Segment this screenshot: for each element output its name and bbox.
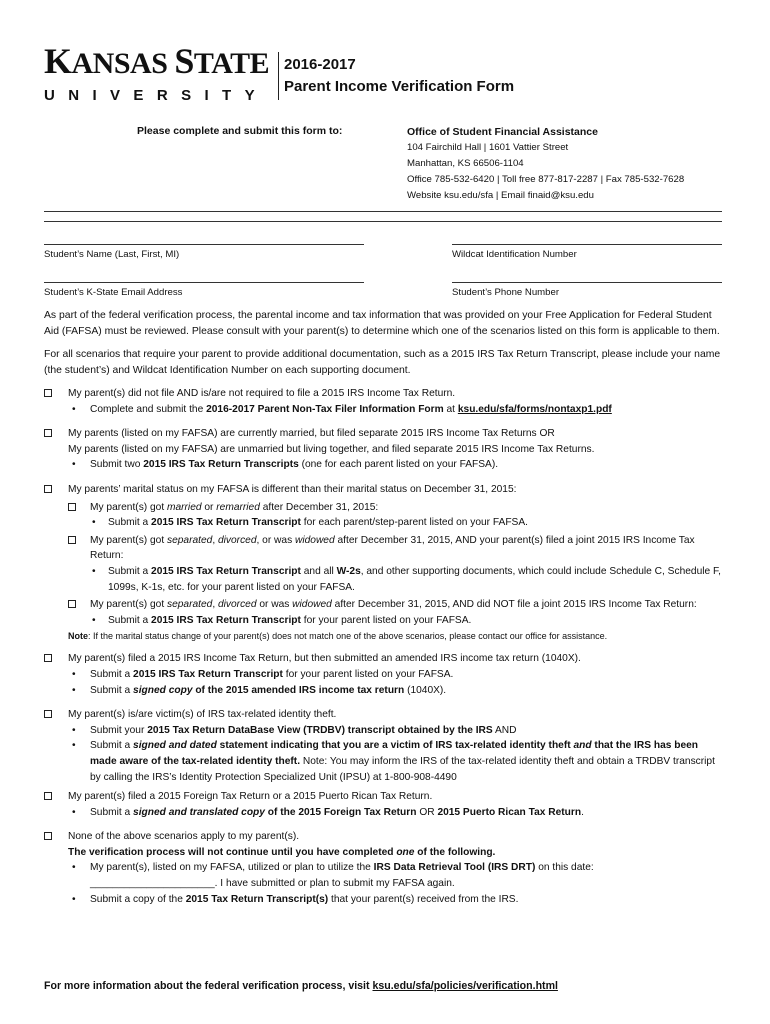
scenario-amended-return: My parent(s) filed a 2015 IRS Income Tax Return, but then submitted an amended IRS income tax return (1040X). • Submit a 2015 IRS Tax Return Transcript for your parent listed on your FAFSA. • Submit a signed copy of the 2015 amended IRS income tax return (1040X). <box>44 651 724 698</box>
subscenario-checkbox-c[interactable] <box>68 600 76 608</box>
nontax-form-link[interactable]: ksu.edu/sfa/forms/nontaxp1.pdf <box>457 403 612 415</box>
bullet: • Submit a signed and translated copy of the 2015 Foreign Tax Return OR 2015 Puerto Rican Tax Return. <box>68 805 724 821</box>
scenario-none-apply: None of the above scenarios apply to my parent(s). The verification process will not continue until you have completed one of the following. • My parent(s), listed on my FAFSA, utilized or plan to utilize the IRS Data Retrieval Tool (IRS DRT) on this date: ______________________. I have submitted or plan to submit my FAFSA again. • Submit a copy of the 2015 Tax Return Transcript(s) that your parent(s) received from the IRS. <box>44 829 724 907</box>
wildcat-id-label: Wildcat Identification Number <box>452 249 577 260</box>
wildcat-id-field[interactable] <box>452 244 722 262</box>
bullet: • Submit a copy of the 2015 Tax Return Transcript(s) that your parent(s) received from the IRS. <box>68 892 724 908</box>
office-web: Website ksu.edu/sfa | Email finaid@ksu.edu <box>407 190 594 201</box>
bullet: • Submit a 2015 IRS Tax Return Transcript for your parent listed on your FAFSA. <box>90 613 724 629</box>
office-address2: Manhattan, KS 66506-1104 <box>407 158 524 169</box>
student-phone-field[interactable] <box>452 282 722 300</box>
office-address1: 104 Fairchild Hall | 1601 Vattier Street <box>407 142 569 153</box>
scenario-marital-change: My parents’ marital status on my FAFSA is different than their marital status on December 31, 2015: My parent(s) got married or remarried after December 31, 2015: • Submit a 2015 IRS Tax Return Transcript for each parent/step-parent listed on your FAFSA. My parent(s) got separated, divorced, or was widowed after December 31, 2015, AND your parent(s) filed a joint 2015 IRS Income Tax Return: • Submit a 2015 IRS Tax Return Transcript and all W-2s, and other supporting documents, which could include Schedule C, Schedule F, 1099s, K-1s, etc. for your parent listed on your FAFSA. My parent(s) got separated, divorced or was widowed after December 31, 2015, AND did NOT file a joint 2015 IRS Income Tax Return: • Submit a 2015 IRS Tax Return Transcript for your parent listed on your FAFSA. <box>44 482 724 628</box>
section-divider-2 <box>44 221 722 222</box>
scenario-checkbox-2[interactable] <box>44 429 52 437</box>
form-name: Parent Income Verification Form <box>284 78 515 95</box>
header-divider <box>278 52 279 100</box>
intro-paragraph-1: As part of the federal verification process, the parental income and tax information that was provided on your Free Application for Federal Student Aid (FAFSA) must be reviewed. Please consult with your parent(s) to determine which one of the scenarios listed on this form is applicable to them. <box>44 310 720 337</box>
bullet: • Submit a signed copy of the 2015 amended IRS income tax return (1040X). <box>68 683 724 699</box>
form-content <box>44 308 724 916</box>
verification-policy-link[interactable]: ksu.edu/sfa/policies/verification.html <box>372 980 558 992</box>
scenario-separate-returns: My parents (listed on my FAFSA) are currently married, but filed separate 2015 IRS Income Tax Returns OR My parents (listed on my FAFSA) are unmarried but living together, and filed separate 2015 IRS Income Tax Returns. • Submit two 2015 IRS Tax Return Transcripts (one for each parent listed on your FAFSA). <box>44 426 724 473</box>
student-email-field[interactable] <box>44 282 364 300</box>
student-name-field[interactable] <box>44 244 364 262</box>
subscenario-checkbox-a[interactable] <box>68 503 76 511</box>
student-email-label: Student’s K-State Email Address <box>44 287 183 298</box>
scenario-checkbox-6[interactable] <box>44 792 52 800</box>
intro-paragraph-2: For all scenarios that require your parent to provide additional documentation, such as a 2015 IRS Tax Return Transcript, please include your name (the student’s) and Wildcat Identification Number on each supporting document. <box>44 349 721 376</box>
bullet: • Submit two 2015 IRS Tax Return Transcripts (one for each parent listed on your FAFSA). <box>68 457 724 473</box>
scenario-checkbox-1[interactable] <box>44 389 52 397</box>
bullet: • My parent(s), listed on my FAFSA, utilized or plan to utilize the IRS Data Retrieval Tool (IRS DRT) on this date: ______________________. I have submitted or plan to submit my FAFSA again. <box>68 860 724 891</box>
office-address-block <box>407 124 684 204</box>
subscenario-married: My parent(s) got married or remarried after December 31, 2015: • Submit a 2015 IRS Tax Return Transcript for each parent/step-parent listed on your FAFSA. <box>68 500 724 531</box>
bullet: • Complete and submit the 2016-2017 Parent Non-Tax Filer Information Form at ksu.edu/sfa/forms/nontaxp1.pdf <box>68 402 724 418</box>
subscenario-no-joint-return: My parent(s) got separated, divorced or was widowed after December 31, 2015, AND did NOT file a joint 2015 IRS Income Tax Return: • Submit a 2015 IRS Tax Return Transcript for your parent listed on your FAFSA. <box>68 597 724 628</box>
scenario-non-filer: My parent(s) did not file AND is/are not required to file a 2015 IRS Income Tax Return. • Complete and submit the 2016-2017 Parent Non-Tax Filer Information Form at ksu.edu/sfa/forms/nontaxp1.pdf <box>44 386 724 417</box>
section-divider-1 <box>44 211 722 212</box>
bullet: • Submit a signed and dated statement indicating that you are a victim of IRS tax-related identity theft and that the IRS has been made aware of the tax-related identity theft. Note: You may inform the IRS of the tax-related identity theft and obtain a TRDBV transcript by calling the IRS’s Identity Protection Specialized Unit (IPSU) at 1-800-908-4490 <box>68 738 724 785</box>
scenario-checkbox-7[interactable] <box>44 832 52 840</box>
logo-wordmark: KANSAS STATE <box>44 41 270 81</box>
office-name: Office of Student Financial Assistance <box>407 126 598 138</box>
subscenario-joint-return: My parent(s) got separated, divorced, or was widowed after December 31, 2015, AND your parent(s) filed a joint 2015 IRS Income Tax Return: • Submit a 2015 IRS Tax Return Transcript and all W-2s, and other supporting documents, which could include Schedule C, Schedule F, 1099s, K-1s, etc. for your parent listed on your FAFSA. <box>68 533 724 595</box>
form-title <box>284 54 514 98</box>
office-phone: Office 785-532-6420 | Toll free 877-817-2287 | Fax 785-532-7628 <box>407 174 685 185</box>
footer-info: For more information about the federal verification process, visit ksu.edu/sfa/policies/verification.html <box>44 980 558 992</box>
scenario-checkbox-3[interactable] <box>44 485 52 493</box>
submit-label: Please complete and submit this form to: <box>137 125 343 137</box>
bullet: • Submit a 2015 IRS Tax Return Transcript for your parent listed on your FAFSA. <box>68 667 724 683</box>
scenario-checkbox-5[interactable] <box>44 710 52 718</box>
marital-status-note: Note: If the marital status change of your parent(s) does not match one of the above scenarios, please contact our office for assistance. <box>68 631 608 642</box>
kansas-state-logo <box>44 41 274 105</box>
bullet: • Submit a 2015 IRS Tax Return Transcript for each parent/step-parent listed on your FAFSA. <box>90 515 724 531</box>
scenario-identity-theft: My parent(s) is/are victim(s) of IRS tax-related identity theft. • Submit your 2015 Tax Return DataBase View (TRDBV) transcript obtained by the IRS AND • Submit a signed and dated statement indicating that you are a victim of IRS tax-related identity theft and that the IRS has been made aware of the tax-related identity theft. Note: You may inform the IRS of the tax-related identity theft and obtain a TRDBV transcript by calling the IRS’s Identity Protection Specialized Unit (IPSU) at 1-800-908-4490 <box>44 707 724 785</box>
logo-university: UNIVERSITY <box>44 87 269 104</box>
bullet: • Submit your 2015 Tax Return DataBase View (TRDBV) transcript obtained by the IRS AND <box>68 723 724 739</box>
form-year: 2016-2017 <box>284 56 356 73</box>
student-name-label: Student’s Name (Last, First, MI) <box>44 249 180 260</box>
scenario-checkbox-4[interactable] <box>44 654 52 662</box>
subscenario-checkbox-b[interactable] <box>68 536 76 544</box>
student-phone-label: Student’s Phone Number <box>452 287 560 298</box>
scenario-foreign-return: My parent(s) filed a 2015 Foreign Tax Return or a 2015 Puerto Rican Tax Return. • Submit a signed and translated copy of the 2015 Foreign Tax Return OR 2015 Puerto Rican Tax Return. <box>44 789 724 820</box>
bullet: • Submit a 2015 IRS Tax Return Transcript and all W-2s, and other supporting documents, which could include Schedule C, Schedule F, 1099s, K-1s, etc. for your parent listed on your FAFSA. <box>90 564 724 595</box>
